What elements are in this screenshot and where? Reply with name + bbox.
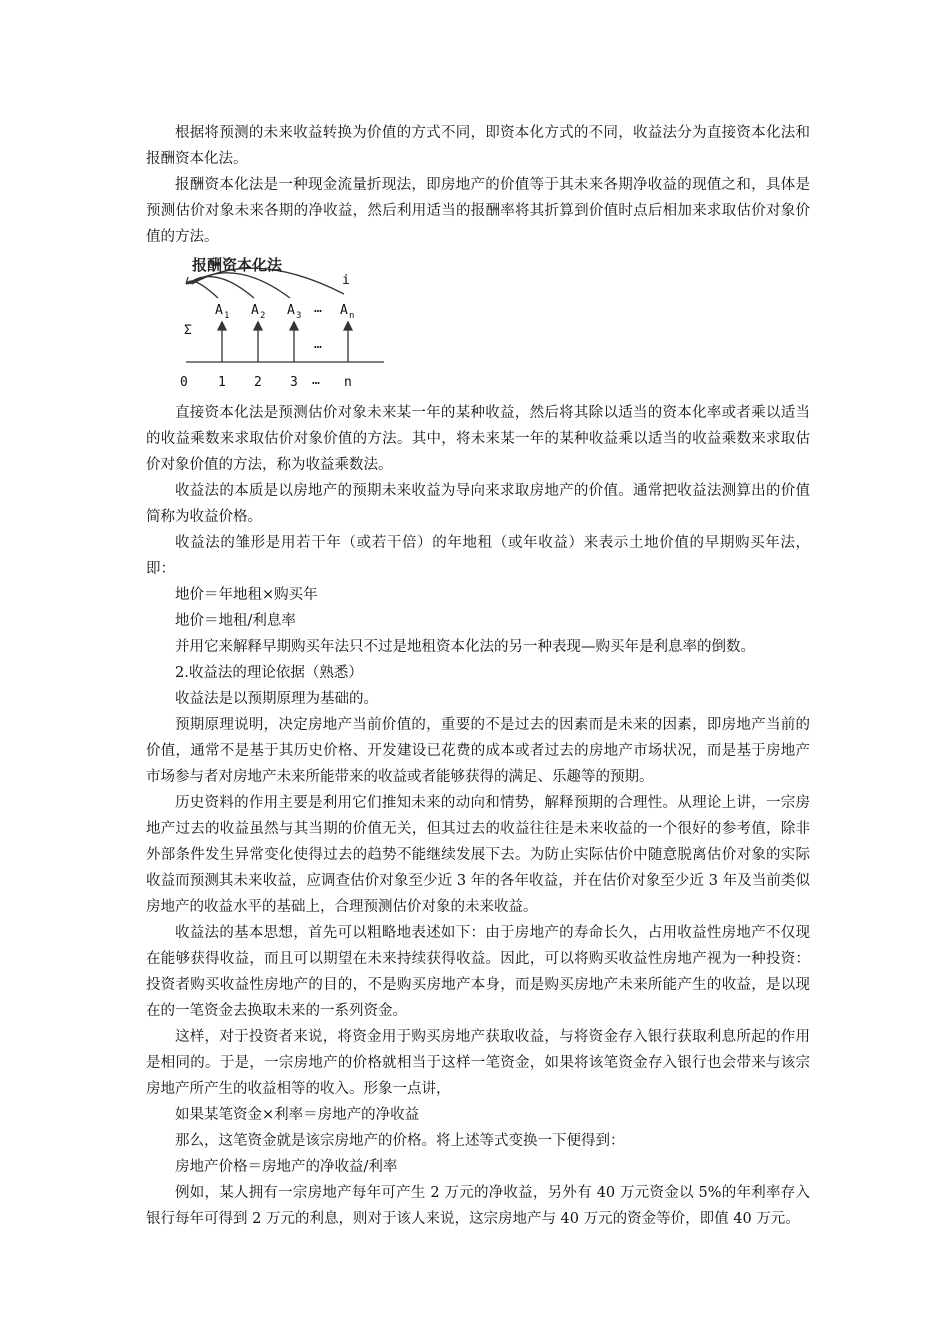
document-page	[146, 120, 810, 1232]
cash-flow-ellipsis: …	[314, 301, 322, 316]
axis-tick: …	[312, 373, 320, 388]
paragraph: 收益法的本质是以房地产的预期未来收益为导向来求取房地产的价值。通常把收益法测算出的价值简称为收益价格。	[146, 483, 810, 525]
cash-flow-sub: 3	[296, 311, 302, 321]
paragraph: 并用它来解释早期购买年法只不过是地租资本化法的另一种表现—购买年是利息率的倒数。	[175, 639, 755, 655]
axis-tick: 3	[290, 375, 298, 390]
paragraph: 那么，这笔资金就是该宗房地产的价格。将上述等式变换一下便得到：	[175, 1133, 625, 1149]
cash-flow-sub: n	[349, 311, 355, 321]
axis-tick: 0	[180, 375, 188, 390]
paragraph: 根据将预测的未来收益转换为价值的方式不同，即资本化方式的不同，收益法分为直接资本化法和报酬资本化法。	[146, 125, 810, 167]
formula-line: 房地产价格＝房地产的净收益/利率	[175, 1159, 398, 1175]
axis-tick: 2	[254, 375, 262, 390]
paragraph: 预期原理说明，决定房地产当前价值的，重要的不是过去的因素而是未来的因素，即房地产当前的价值，通常不是基于其历史价格、开发建设已花费的成本或者过去的房地产市场状况，而是基于房地产市场参与者对房地产未来所能带来的收益或者能够获得的满足、乐趣等的预期。	[146, 717, 810, 785]
middle-ellipsis: …	[314, 337, 322, 352]
formula-line: 地价＝年地租×购买年	[175, 587, 318, 603]
paragraph: 例如，某人拥有一宗房地产每年可产生 2 万元的净收益，另外有 40 万元资金以 5%的年利率存入银行每年可得到 2 万元的利息，则对于该人来说，这宗房地产与 40 万元的资金等价，即值 40 万元。	[146, 1185, 810, 1227]
paragraph: 收益法是以预期原理为基础的。	[175, 691, 378, 707]
paragraph: 这样，对于投资者来说，将资金用于购买房地产获取收益，与将资金存入银行获取利息所起的作用是相同的。于是，一宗房地产的价格就相当于这样一笔资金，如果将该笔资金存入银行也会带来与该宗房地产所产生的收益相等的收入。形象一点讲，	[146, 1029, 810, 1097]
sigma-symbol: Σ	[184, 323, 192, 338]
cash-flow-label: A	[251, 303, 259, 318]
cash-flow-label: A	[215, 303, 223, 318]
cash-flow-label: A	[340, 303, 348, 318]
rate-label: i	[342, 273, 350, 288]
paragraph: 收益法的雏形是用若干年（或若干倍）的年地租（或年收益）来表示土地价值的早期购买年法，即：	[146, 535, 810, 577]
cash-flow-label: A	[287, 303, 295, 318]
paragraph: 历史资料的作用主要是利用它们推知未来的动向和情势，解释预期的合理性。从理论上讲，一宗房地产过去的收益虽然与其当期的价值无关，但其过去的收益往往是未来收益的一个很好的参考值，除非外部条件发生异常变化使得过去的趋势不能继续发展下去。为防止实际估价中随意脱离估价对象的实际收益而预测其未来收益，应调查估价对象至少近 3 年的各年收益，并在估价对象至少近 3 年及当前类似房地产的收益水平的基础上，合理预测估价对象的未来收益。	[146, 795, 810, 915]
axis-tick: 1	[218, 375, 226, 390]
formula-line: 地价＝地租/利息率	[175, 613, 296, 629]
paragraph: 报酬资本化法是一种现金流量折现法，即房地产的价值等于其未来各期净收益的现值之和，具体是预测估价对象未来各期的净收益，然后利用适当的报酬率将其折算到价值时点后相加来求取估价对象价值的方法。	[146, 177, 810, 245]
paragraph: 直接资本化法是预测估价对象未来某一年的某种收益，然后将其除以适当的资本化率或者乘以适当的收益乘数来求取估价对象价值的方法。其中，将未来某一年的某种收益乘以适当的收益乘数来求取估价对象价值的方法，称为收益乘数法。	[146, 405, 810, 473]
cash-flow-sub: 2	[260, 311, 266, 321]
paragraph: 收益法的基本思想，首先可以粗略地表述如下：由于房地产的寿命长久，占用收益性房地产不仅现在能够获得收益，而且可以期望在未来持续获得收益。因此，可以将购买收益性房地产视为一种投资：投资者购买收益性房地产的目的，不是购买房地产本身，而是购买房地产未来所能产生的收益，是以现在的一笔资金去换取未来的一系列资金。	[146, 925, 810, 1019]
discounted-cash-flow-figure	[174, 254, 414, 394]
formula-line: 如果某笔资金×利率＝房地产的净收益	[175, 1107, 420, 1123]
cash-flow-sub: 1	[224, 311, 230, 321]
section-heading: 2.收益法的理论依据（熟悉）	[175, 665, 363, 681]
axis-tick: n	[344, 375, 352, 390]
figure-title: 报酬资本化法	[192, 256, 283, 274]
